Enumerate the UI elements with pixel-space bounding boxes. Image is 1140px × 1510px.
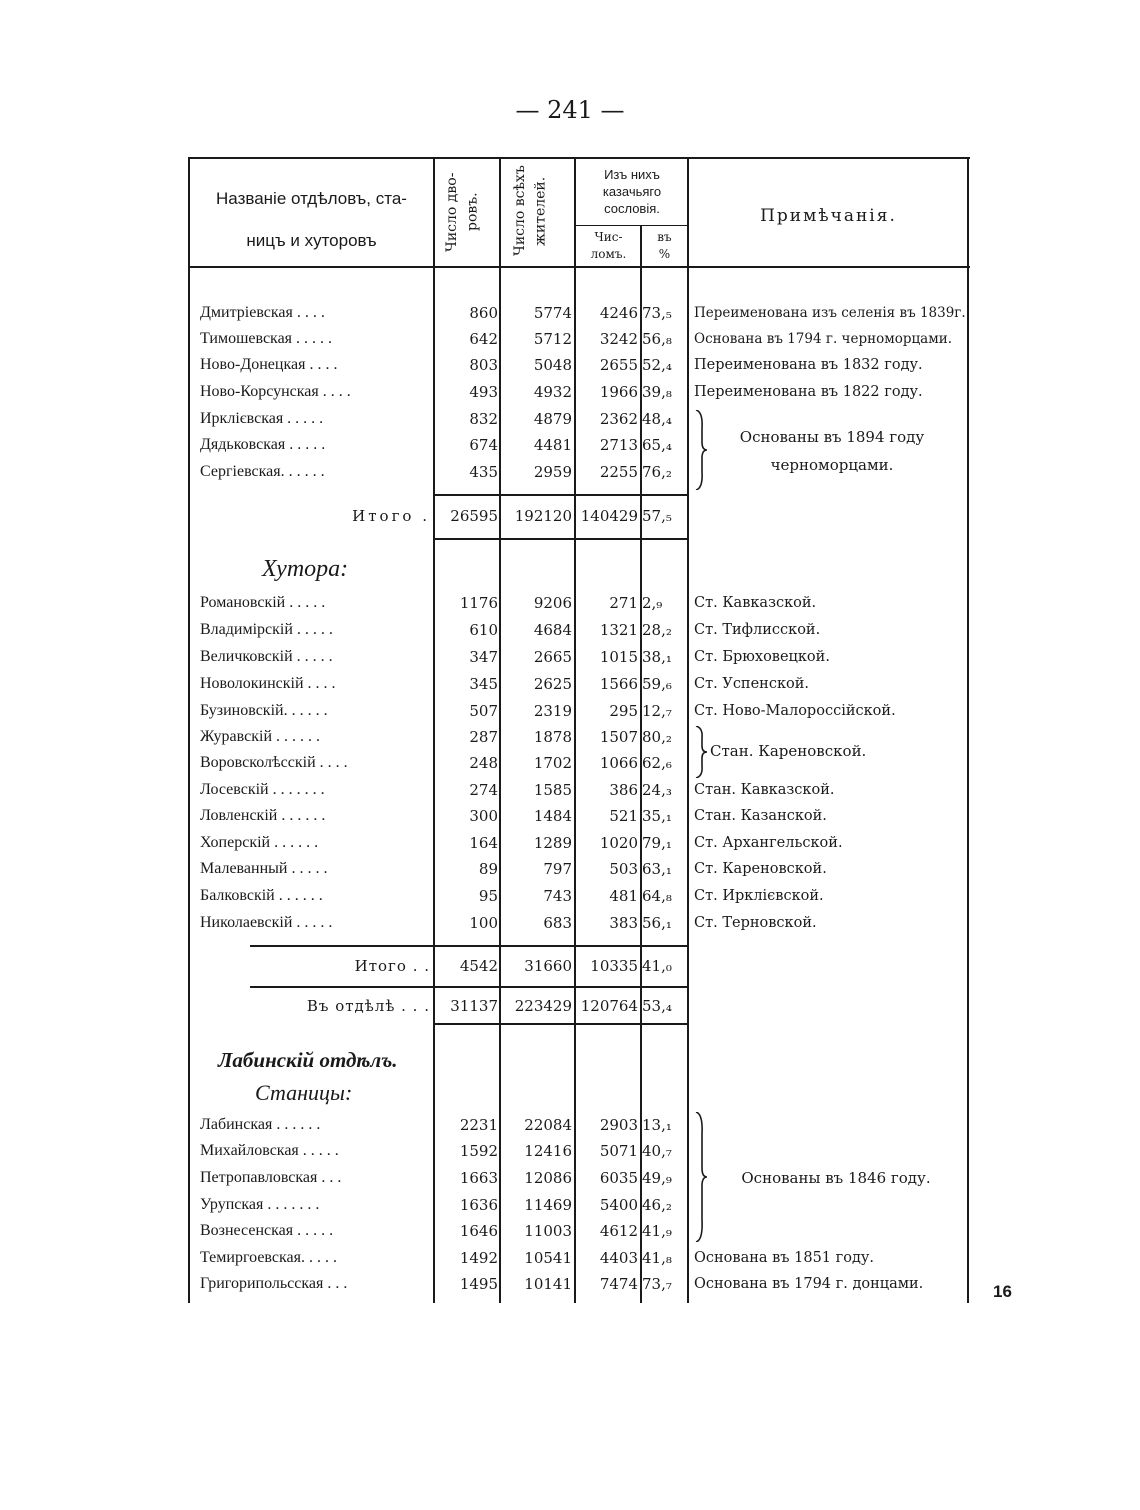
header-count-line-1: Чис-: [594, 230, 623, 244]
row-cossacks: 1966: [599, 383, 638, 401]
row-note: Переименована изъ селенія въ 1839г.: [694, 305, 966, 321]
header-cossack-pct: [642, 229, 687, 263]
header-households-line-2: ровъ.: [464, 192, 481, 232]
row-note: Основана въ 1794 г. черноморцами.: [694, 331, 952, 347]
row-residents: 5048: [533, 356, 572, 374]
row-residents: 4932: [533, 383, 572, 401]
header-pct-line-2: %: [658, 247, 671, 261]
row-residents: 683: [543, 914, 572, 932]
row-cossacks: 481: [609, 887, 638, 905]
row-pct: 73,₅: [642, 304, 672, 322]
row-note: Ст. Ново-Малороссійской.: [694, 703, 896, 719]
khutora-group-brace: [694, 726, 708, 778]
header-bottom-rule: [188, 266, 970, 268]
row-households: 1592: [459, 1142, 498, 1160]
row-households: 1176: [459, 594, 498, 612]
stanitsy-group-note-line-1: Основаны въ 1894 году: [739, 428, 925, 446]
header-cossack-line-3: сословія.: [604, 201, 660, 216]
row-cossacks: 1566: [599, 675, 638, 693]
labinsky-stanitsy-title: Станицы:: [255, 1080, 353, 1105]
header-count-line-2: ломъ.: [590, 247, 627, 261]
row-pct: 12,₇: [642, 702, 672, 720]
row-pct: 56,₈: [642, 330, 672, 348]
row-note: Переименована въ 1832 году.: [694, 357, 923, 373]
row-residents: 1484: [533, 807, 572, 825]
total-residents: 192120: [514, 507, 572, 525]
row-residents: 12086: [524, 1169, 572, 1187]
row-note: Стан. Кавказской.: [694, 782, 835, 798]
row-name: Ново-Корсунская . . . .: [200, 383, 351, 400]
row-pct: 52,₄: [642, 356, 672, 374]
subheader-rule: [576, 225, 688, 226]
row-residents: 743: [543, 887, 572, 905]
row-name: Тимошевская . . . . .: [200, 330, 333, 347]
row-pct: 73,₇: [642, 1275, 672, 1293]
row-note: Ст. Ирклієвской.: [694, 888, 824, 904]
row-name: Ловленскій . . . . . .: [200, 807, 326, 824]
header-name-line-2: ницъ и хуторовъ: [246, 231, 377, 250]
row-households: 300: [469, 807, 498, 825]
row-pct: 24,₃: [642, 781, 672, 799]
row-households: 674: [469, 436, 498, 454]
row-households: 1646: [459, 1222, 498, 1240]
stanitsy-group-note: [712, 423, 952, 479]
row-households: 164: [469, 834, 498, 852]
row-residents: 5712: [533, 330, 572, 348]
labinsky-group-note: Основаны въ 1846 году.: [741, 1169, 931, 1187]
row-pct: 59,₆: [642, 675, 672, 693]
row-cossacks: 3242: [599, 330, 638, 348]
row-cossacks: 2903: [599, 1116, 638, 1134]
row-cossacks: 2362: [599, 410, 638, 428]
row-residents: 10541: [524, 1249, 572, 1267]
row-note: Ст. Тифлисской.: [694, 622, 821, 638]
row-households: 100: [469, 914, 498, 932]
row-cossacks: 2655: [599, 356, 638, 374]
header-notes: Примѣчанія.: [760, 206, 897, 226]
row-cossacks: 1015: [599, 648, 638, 666]
row-cossacks: 1020: [599, 834, 638, 852]
table-left-border: [188, 157, 190, 1303]
column-divider-1: [433, 157, 435, 1303]
row-pct: 49,₉: [642, 1169, 672, 1187]
row-residents: 4684: [533, 621, 572, 639]
row-pct: 13,₁: [642, 1116, 672, 1134]
row-pct: 46,₂: [642, 1196, 672, 1214]
row-pct: 63,₁: [642, 860, 672, 878]
row-households: 507: [469, 702, 498, 720]
row-households: 2231: [459, 1116, 498, 1134]
stanitsy-group-brace: [694, 410, 708, 490]
row-cossacks: 4403: [599, 1249, 638, 1267]
row-name: Вознесенская . . . . .: [200, 1222, 334, 1239]
row-pct: 80,₂: [642, 728, 672, 746]
total-households: 4542: [459, 957, 498, 975]
stanitsy-total-bottom-rule: [434, 538, 688, 540]
header-households: [442, 160, 492, 264]
row-name: Величковскій . . . . .: [200, 648, 333, 665]
row-note: Основана въ 1851 году.: [694, 1250, 875, 1266]
row-cossacks: 6035: [599, 1169, 638, 1187]
row-residents: 797: [543, 860, 572, 878]
header-pct-line-1: въ: [657, 230, 672, 244]
row-households: 493: [469, 383, 498, 401]
row-name: Романовскій . . . . .: [200, 594, 326, 611]
row-name: Журавскій . . . . . .: [200, 728, 320, 745]
row-pct: 62,₆: [642, 754, 672, 772]
row-residents: 9206: [533, 594, 572, 612]
row-pct: 40,₇: [642, 1142, 672, 1160]
row-note: Ст. Успенской.: [694, 676, 810, 692]
row-pct: 38,₁: [642, 648, 672, 666]
row-households: 1495: [459, 1275, 498, 1293]
row-pct: 79,₁: [642, 834, 672, 852]
total-residents: 223429: [514, 997, 572, 1015]
row-cossacks: 2255: [599, 463, 638, 481]
labinsky-title: Лабинскій отдѣлъ.: [218, 1048, 398, 1072]
row-households: 1492: [459, 1249, 498, 1267]
row-residents: 1585: [533, 781, 572, 799]
row-pct: 39,₈: [642, 383, 672, 401]
row-pct: 48,₄: [642, 410, 672, 428]
row-households: 610: [469, 621, 498, 639]
row-cossacks: 2713: [599, 436, 638, 454]
row-name: Новолокинскій . . . .: [200, 675, 336, 692]
stanitsy-group-note-line-2: черноморцами.: [770, 456, 894, 474]
row-name: Ирклієвская . . . . .: [200, 410, 324, 427]
row-cossacks: 4246: [599, 304, 638, 322]
row-name: Урупская . . . . . . .: [200, 1196, 320, 1213]
row-note: Переименована въ 1822 году.: [694, 384, 923, 400]
total-cossacks: 120764: [580, 997, 638, 1015]
total-cossacks: 140429: [580, 507, 638, 525]
row-residents: 2625: [533, 675, 572, 693]
row-residents: 5774: [533, 304, 572, 322]
row-residents: 12416: [524, 1142, 572, 1160]
table-top-rule: [188, 157, 970, 159]
row-residents: 4481: [533, 436, 572, 454]
row-residents: 4879: [533, 410, 572, 428]
row-pct: 76,₂: [642, 463, 672, 481]
row-residents: 1289: [533, 834, 572, 852]
total-cossacks: 10335: [590, 957, 638, 975]
row-households: 89: [478, 860, 498, 878]
row-pct: 64,₈: [642, 887, 672, 905]
row-residents: 2959: [533, 463, 572, 481]
row-name: Петропавловская . . .: [200, 1169, 342, 1186]
row-households: 1636: [459, 1196, 498, 1214]
row-residents: 2319: [533, 702, 572, 720]
sheet-mark: 16: [993, 1282, 1012, 1301]
total-pct: 57,₅: [642, 507, 672, 525]
row-name: Дмитріевская . . . .: [200, 304, 325, 321]
row-name: Владимірскій . . . . .: [200, 621, 333, 638]
row-households: 95: [478, 887, 498, 905]
row-name: Дядьковская . . . . .: [200, 436, 326, 453]
header-cossack-line-1: Изъ нихъ: [604, 167, 660, 182]
row-pct: 35,₁: [642, 807, 672, 825]
header-name-line-1: Названіе отдѣловъ, ста-: [216, 189, 407, 208]
row-name: Лабинская . . . . . .: [200, 1116, 321, 1133]
row-cossacks: 383: [609, 914, 638, 932]
header-households-line-1: Число дво-: [444, 172, 460, 252]
row-households: 860: [469, 304, 498, 322]
total-residents: 31660: [524, 957, 572, 975]
header-residents-line-1: Число всѣхъ: [512, 165, 528, 257]
khutora-total-bottom-rule: [250, 986, 688, 988]
department-total-bottom-rule: [434, 1023, 688, 1025]
row-name: Николаевскій . . . . .: [200, 914, 333, 931]
row-residents: 11469: [524, 1196, 572, 1214]
row-households: 347: [469, 648, 498, 666]
row-households: 1663: [459, 1169, 498, 1187]
row-name: Малеванный . . . . .: [200, 860, 328, 877]
row-residents: 10141: [524, 1275, 572, 1293]
total-label: Въ отдѣлѣ . . .: [306, 997, 430, 1015]
row-households: 287: [469, 728, 498, 746]
row-cossacks: 1507: [599, 728, 638, 746]
total-pct: 53,₄: [642, 997, 672, 1015]
labinsky-group-brace: [694, 1112, 708, 1242]
column-divider-5: [687, 157, 689, 1303]
row-households: 832: [469, 410, 498, 428]
page-number: — 241 —: [515, 96, 625, 124]
total-households: 31137: [450, 997, 498, 1015]
row-name: Балковскій . . . . . .: [200, 887, 323, 904]
row-residents: 1702: [533, 754, 572, 772]
row-cossacks: 1066: [599, 754, 638, 772]
row-name: Сергіевская. . . . . .: [200, 463, 325, 480]
row-note: Ст. Кавказской.: [694, 595, 817, 611]
row-cossacks: 5071: [599, 1142, 638, 1160]
header-cossack-group: [577, 166, 687, 217]
row-name: Бузиновскій. . . . . .: [200, 702, 328, 719]
row-name: Григорипольсская . . .: [200, 1275, 348, 1292]
row-name: Воровсколѣсскій . . . .: [200, 754, 348, 771]
row-residents: 22084: [524, 1116, 572, 1134]
header-cossack-line-2: казачьяго: [602, 184, 662, 199]
row-households: 435: [469, 463, 498, 481]
total-pct: 41,₀: [642, 957, 672, 975]
header-residents: [510, 158, 564, 264]
row-cossacks: 386: [609, 781, 638, 799]
row-households: 274: [469, 781, 498, 799]
row-cossacks: 4612: [599, 1222, 638, 1240]
row-name: Темиргоевская. . . . .: [200, 1249, 337, 1266]
row-note: Основана въ 1794 г. донцами.: [694, 1276, 924, 1292]
row-households: 345: [469, 675, 498, 693]
row-name: Хоперскій . . . . . .: [200, 834, 319, 851]
header-residents-line-2: жителей.: [532, 176, 549, 246]
stanitsy-total-rule: [434, 494, 688, 496]
row-note: Ст. Брюховецкой.: [694, 649, 830, 665]
row-cossacks: 5400: [599, 1196, 638, 1214]
total-label: Итого .: [352, 507, 430, 525]
row-households: 803: [469, 356, 498, 374]
row-note: Ст. Кареновской.: [694, 861, 827, 877]
row-residents: 1878: [533, 728, 572, 746]
total-label: Итого . .: [354, 957, 430, 975]
row-cossacks: 521: [609, 807, 638, 825]
row-pct: 56,₁: [642, 914, 672, 932]
row-pct: 65,₄: [642, 436, 672, 454]
row-households: 248: [469, 754, 498, 772]
khutora-total-rule: [250, 945, 688, 947]
row-residents: 2665: [533, 648, 572, 666]
row-pct: 28,₂: [642, 621, 672, 639]
header-cossack-count: [577, 229, 640, 263]
row-name: Лосевскій . . . . . . .: [200, 781, 325, 798]
header-name: [190, 178, 433, 262]
row-pct: 41,₈: [642, 1249, 672, 1267]
row-name: Михайловская . . . . .: [200, 1142, 339, 1159]
row-cossacks: 1321: [599, 621, 638, 639]
total-households: 26595: [450, 507, 498, 525]
row-pct: 41,₉: [642, 1222, 672, 1240]
row-note: Стан. Казанской.: [694, 808, 827, 824]
khutora-title: Хутора:: [262, 556, 349, 582]
row-pct: 2,₉: [642, 594, 663, 612]
row-residents: 11003: [524, 1222, 572, 1240]
khutora-group-note: Стан. Кареновской.: [710, 742, 867, 760]
row-cossacks: 7474: [599, 1275, 638, 1293]
row-note: Ст. Терновской.: [694, 915, 817, 931]
row-cossacks: 295: [609, 702, 638, 720]
row-note: Ст. Архангельской.: [694, 835, 843, 851]
row-name: Ново-Донецкая . . . .: [200, 356, 338, 373]
row-cossacks: 271: [609, 594, 638, 612]
row-households: 642: [469, 330, 498, 348]
row-cossacks: 503: [609, 860, 638, 878]
